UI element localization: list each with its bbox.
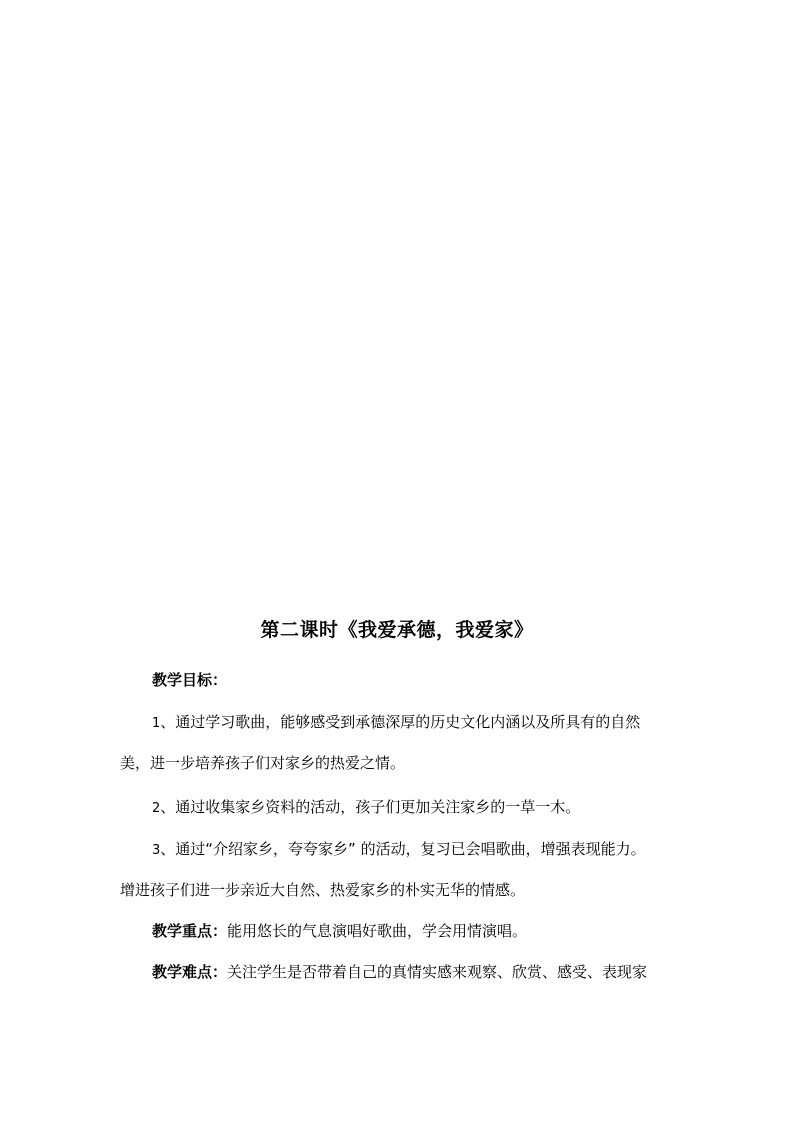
objective-item-2-number: 2 xyxy=(152,801,161,816)
objectives-heading: 教学目标： xyxy=(152,671,228,689)
key-point-label: 教学重点： xyxy=(152,922,228,940)
objective-item-1 xyxy=(152,711,640,735)
key-point-paragraph xyxy=(152,920,527,942)
difficulty-text: 关注学生是否带着自己的真情实感来观察、欣赏、感受、表现家 xyxy=(227,963,648,981)
objective-item-2 xyxy=(152,796,580,820)
objective-item-2-text: 、通过收集家乡资料的活动，孩子们更加关注家乡的一草一木。 xyxy=(160,798,581,816)
difficulty-paragraph xyxy=(152,961,647,983)
difficulty-label: 教学难点： xyxy=(152,963,228,981)
objective-item-3-number: 3 xyxy=(152,843,161,858)
key-point-text: 能用悠长的气息演唱好歌曲，学会用情演唱。 xyxy=(227,922,528,940)
objective-item-3-continuation: 增进孩子们进一步亲近大自然、热爱家乡的朴实无华的情感。 xyxy=(120,881,526,899)
objective-item-3-text: 、通过“介绍家乡，夸夸家乡” 的活动，复习已会唱歌曲，增强表现能力。 xyxy=(160,840,646,858)
objective-item-1-continuation: 美，进一步培养孩子们对家乡的热爱之情。 xyxy=(120,754,406,772)
objective-item-1-text: 、通过学习歌曲，能够感受到承德深厚的历史文化内涵以及所具有的自然 xyxy=(160,713,641,731)
document-title: 第二课时《我爱承德，我爱家》 xyxy=(260,619,534,641)
objective-item-3 xyxy=(152,838,646,862)
objective-item-1-number: 1 xyxy=(152,716,161,731)
